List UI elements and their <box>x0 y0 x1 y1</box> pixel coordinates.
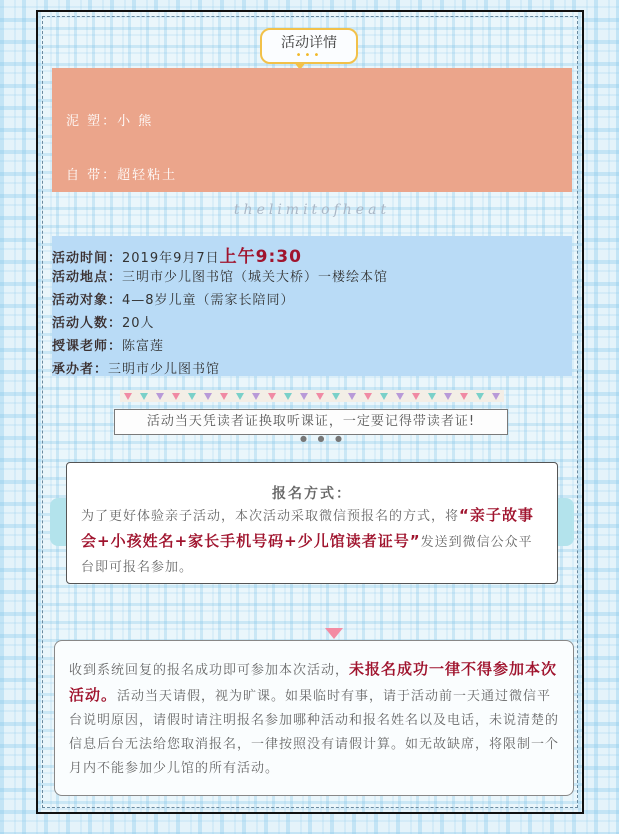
rules-text <box>69 657 561 781</box>
detail-label: 活动地点： <box>52 270 123 285</box>
detail-value: 20人 <box>122 316 155 331</box>
detail-value: 三明市少儿图书馆（城关大桥）一楼绘本馆 <box>122 270 389 285</box>
flag-icon <box>476 393 484 400</box>
signup-text-before: 为了更好体验亲子活动，本次活动采取微信预报名的方式，将 <box>81 509 460 524</box>
signup-text <box>81 503 543 580</box>
signup-card <box>66 462 558 584</box>
material-self-bring <box>66 164 177 183</box>
detail-label: 活动人数： <box>52 316 123 331</box>
detail-value: 2019年9月7日 <box>122 251 220 266</box>
material-value: 超轻粘土 <box>117 168 178 183</box>
flag-icon <box>396 393 404 400</box>
detail-label: 活动对象： <box>52 293 123 308</box>
detail-audience <box>52 289 295 308</box>
detail-value: 4—8岁儿童（需家长陪同） <box>122 293 295 308</box>
flag-icon <box>124 393 132 400</box>
flag-icon <box>204 393 212 400</box>
flag-icon <box>428 393 436 400</box>
flag-icon <box>236 393 244 400</box>
flag-icon <box>348 393 356 400</box>
detail-location <box>52 266 388 285</box>
detail-count <box>52 312 155 331</box>
flag-icon <box>172 393 180 400</box>
detail-label: 承办者： <box>52 362 109 377</box>
material-value: 小 熊 <box>117 114 154 129</box>
flag-icon <box>332 393 340 400</box>
materials-box <box>52 68 572 192</box>
detail-emphasis: 上午9:30 <box>219 247 302 267</box>
signup-text-after: 发送到微信公众平台即可报名参加。 <box>81 535 533 575</box>
flag-icon <box>156 393 164 400</box>
detail-teacher <box>52 335 164 354</box>
triangle-down-icon <box>325 628 343 639</box>
rules-card <box>54 640 574 796</box>
flag-icon <box>220 393 228 400</box>
flag-icon <box>364 393 372 400</box>
title-dots: ••• <box>295 50 323 61</box>
detail-label: 活动时间： <box>52 251 123 266</box>
notice-banner: 活动当天凭读者证换取听课证，一定要记得带读者证! <box>114 409 508 435</box>
flag-icon <box>444 393 452 400</box>
flag-icon <box>268 393 276 400</box>
section-title: 活动详情 <box>281 35 337 51</box>
flag-icon <box>380 393 388 400</box>
detail-time <box>52 242 302 267</box>
rules-text-before: 收到系统回复的报名成功即可参加本次活动， <box>69 663 350 678</box>
flag-icon <box>140 393 148 400</box>
signup-title: 报名方式： <box>272 486 352 502</box>
flag-icon <box>316 393 324 400</box>
bunting-decoration <box>120 390 504 402</box>
content-frame <box>36 10 584 814</box>
detail-value: 三明市少儿图书馆 <box>108 362 221 377</box>
material-label: 泥 塑： <box>66 114 118 129</box>
decorative-script-text: thelimitofheat <box>233 202 391 218</box>
flag-icon <box>284 393 292 400</box>
notice-dots-icon: ● ● ● <box>300 434 347 443</box>
flag-icon <box>188 393 196 400</box>
flag-icon <box>300 393 308 400</box>
detail-organizer <box>52 358 220 377</box>
rules-text-after: 活动当天请假，视为旷课。如果临时有事，请于活动前一天通过微信平台说明原因，请假时请注明报名参加哪种活动和报名姓名以及电话，未说清楚的信息后台无法给您取消报名，一律按照没有请假计算。如无故缺席，将限制一个月内不能参加少儿馆的所有活动。 <box>69 689 560 776</box>
material-label: 自 带： <box>66 168 118 183</box>
details-box <box>52 236 572 376</box>
section-title-bubble <box>260 28 358 64</box>
detail-value: 陈富莲 <box>122 339 165 354</box>
material-clay <box>66 110 153 129</box>
flag-icon <box>252 393 260 400</box>
detail-label: 授课老师： <box>52 339 123 354</box>
flag-icon <box>492 393 500 400</box>
flag-icon <box>460 393 468 400</box>
signup-format: “亲子故事会+小孩姓名+家长手机号码+少儿馆读者证号” <box>81 506 534 550</box>
flag-icon <box>412 393 420 400</box>
rules-emphasis: 未报名成功一律不得参加本次活动。 <box>69 660 558 704</box>
